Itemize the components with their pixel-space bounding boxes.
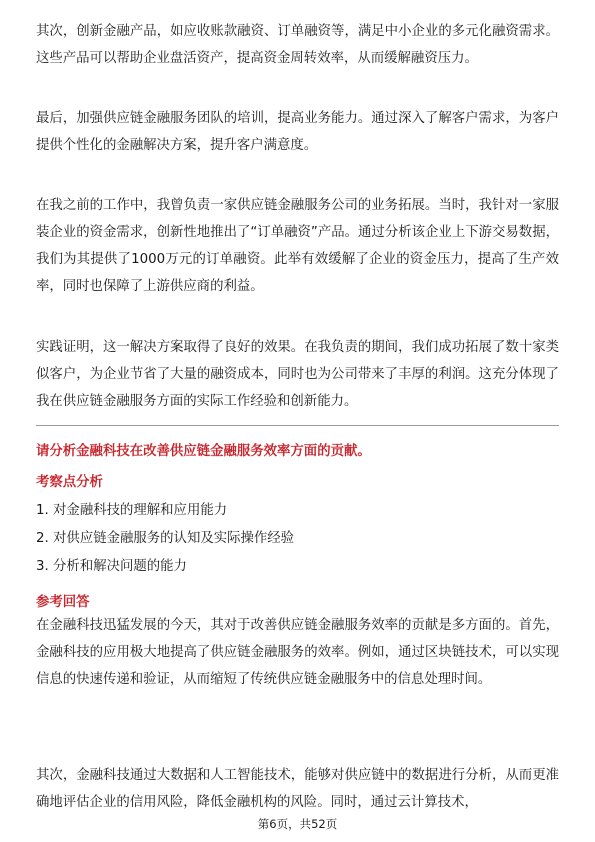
key-point-item: 1. 对金融科技的理解和应用能力	[36, 503, 228, 518]
paragraph-work-experience: 在我之前的工作中，我曾负责一家供应链金融服务公司的业务拓展。当时，我针对一家服装企业的资金需求，创新性地推出了“订单融资”产品。通过分析该企业上下游交易数据，我们为其提供了1000万元的订单融资。此举有效缓解了企业的资金压力，提高了生产效率，同时也保障了上游供应商的利益。	[36, 198, 559, 294]
key-point-item: 2. 对供应链金融服务的认知及实际操作经验	[36, 531, 295, 546]
paragraph-innovate-products: 其次，创新金融产品，如应收账款融资、订单融资等，满足中小企业的多元化融资需求。这些产品可以帮助企业盘活资产，提高资金周转效率，从而缓解融资压力。	[36, 24, 559, 66]
answer-paragraph: 其次，金融科技通过大数据和人工智能技术，能够对供应链中的数据进行分析，从而更准确地评估企业的信用风险，降低金融机构的风险。同时，通过云计算技术，	[36, 768, 559, 810]
question-heading: 请分析金融科技在改善供应链金融服务效率方面的贡献。	[36, 444, 371, 459]
paragraph-team-training: 最后，加强供应链金融服务团队的培训，提高业务能力。通过深入了解客户需求，为客户提供个性化的金融解决方案，提升客户满意度。	[36, 111, 559, 153]
key-point-item: 3. 分析和解决问题的能力	[36, 559, 187, 574]
answer-paragraph: 在金融科技迅猛发展的今天，其对于改善供应链金融服务效率的贡献是多方面的。首先，金融科技的应用极大地提高了供应链金融服务的效率。例如，通过区块链技术，可以实现信息的快速传递和验证，从而缩短了传统供应链金融服务中的信息处理时间。	[36, 618, 559, 687]
answer-title: 参考回答	[36, 595, 90, 610]
paragraph-results: 实践证明，这一解决方案取得了良好的效果。在我负责的期间，我们成功拓展了数十家类似客户，为企业节省了大量的融资成本，同时也为公司带来了丰厚的利润。这充分体现了我在供应链金融服务方面的实际工作经验和创新能力。	[36, 340, 559, 409]
key-points-title: 考察点分析	[36, 475, 103, 490]
page-footer: 第6页，共52页	[257, 817, 338, 831]
section-divider	[36, 425, 559, 426]
